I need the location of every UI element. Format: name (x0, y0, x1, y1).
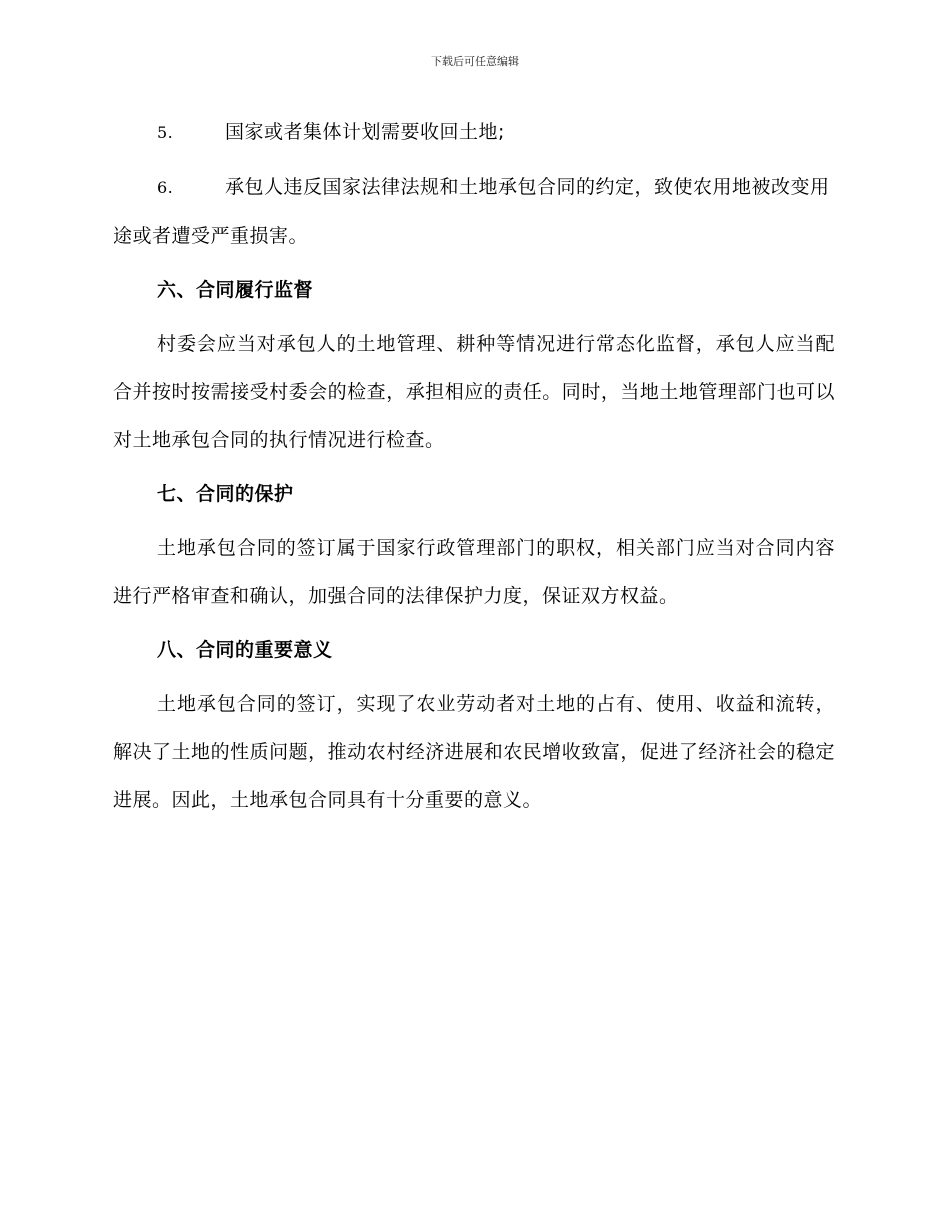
list-item-6 (113, 163, 835, 260)
section-body-protection: 土地承包合同的签订属于国家行政管理部门的职权，相关部门应当对合同内容进行严格审查和确认，加强合同的法律保护力度，保证双方权益。 (113, 537, 835, 607)
section-heading-protection: 七、合同的保护 (157, 483, 294, 505)
list-number: 6. (157, 178, 174, 197)
list-text: 国家或者集体计划需要收回土地; (225, 121, 505, 143)
section-body-supervision: 村委会应当对承包人的土地管理、耕种等情况进行常态化监督，承包人应当配合并按时按需接受村委会的检查，承担相应的责任。同时，当地土地管理部门也可以对土地承包合同的执行情况进行检查。 (113, 333, 835, 451)
list-number: 5. (157, 123, 174, 142)
section-body-significance: 土地承包合同的签订，实现了农业劳动者对土地的占有、使用、收益和流转，解决了土地的性质问题，推动农村经济进展和农民增收致富，促进了经济社会的稳定进展。因此，土地承包合同具有十分重要的意义。 (113, 693, 835, 811)
section-heading-supervision: 六、合同履行监督 (157, 279, 314, 301)
list-item-5 (113, 108, 835, 157)
document-body (113, 108, 835, 824)
section-heading-significance: 八、合同的重要意义 (157, 639, 333, 661)
list-text: 承包人违反国家法律法规和土地承包合同的约定，致使农用地被改变用途或者遭受严重损害。 (113, 176, 830, 247)
header-note: 下载后可任意编辑 (431, 55, 519, 68)
